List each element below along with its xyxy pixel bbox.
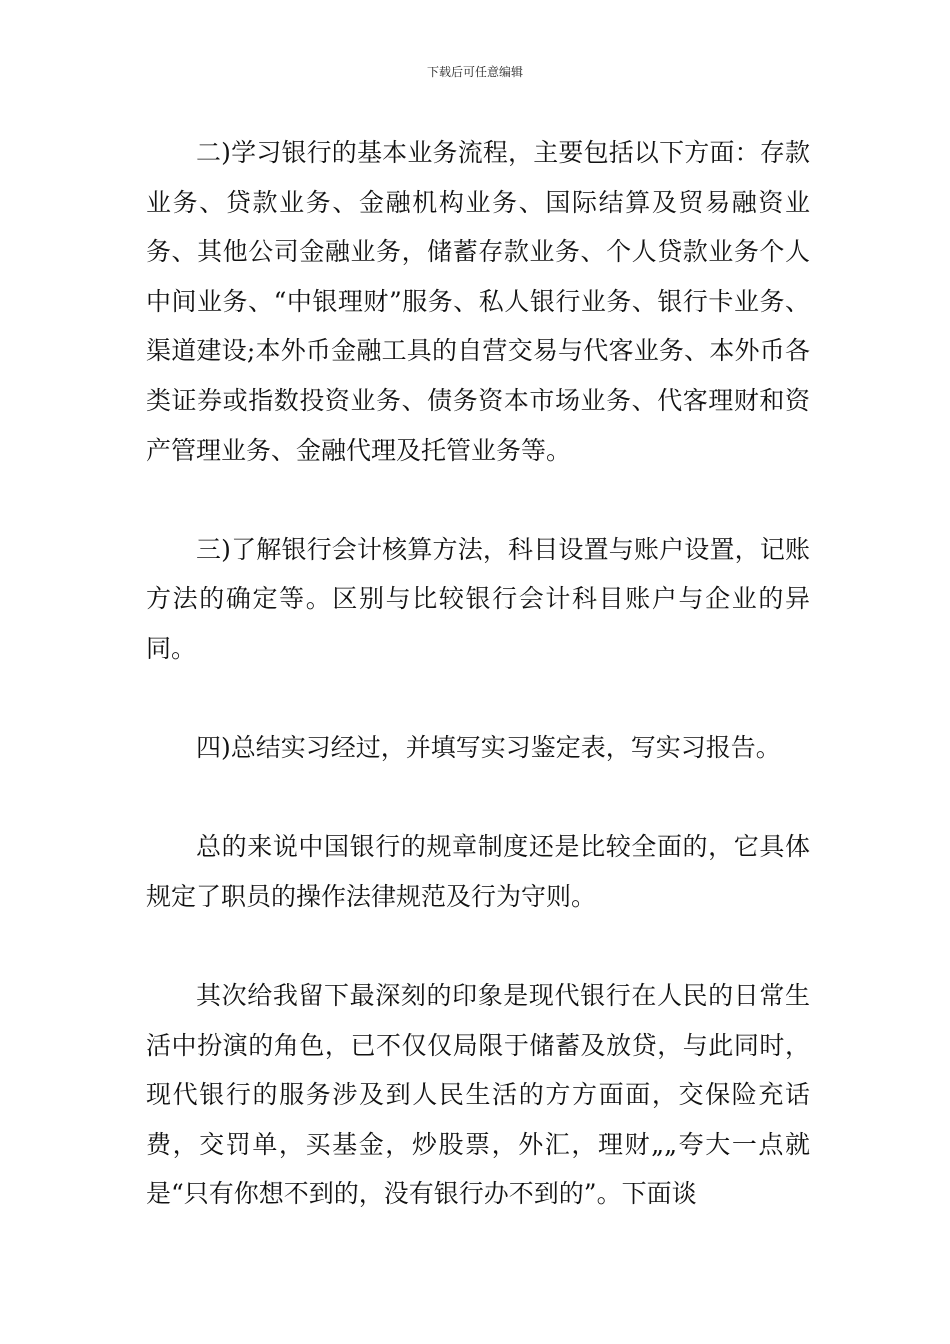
page-header: 下载后可任意编辑	[426, 65, 523, 79]
paragraph-gap	[146, 922, 810, 972]
paragraph-business-process: 二)学习银行的基本业务流程，主要包括以下方面：存款业务、贷款业务、金融机构业务、国际结算及贸易融资业务、其他公司金融业务，储蓄存款业务、个人贷款业务个人中间业务、“中银理财”服务、私人银行业务、银行卡业务、渠道建设;本外币金融工具的自营交易与代客业务、本外币各类证券或指数投资业务、债务资本市场业务、代客理财和资产管理业务、金融代理及托管业务等。	[146, 138, 810, 465]
paragraph-regulations: 总的来说中国银行的规章制度还是比较全面的，它具体规定了职员的操作法律规范及行为守则。	[146, 832, 810, 911]
paragraph-gap	[146, 475, 810, 525]
paragraph-internship-summary: 四)总结实习经过，并填写实习鉴定表，写实习报告。	[196, 733, 781, 763]
document-body	[146, 128, 810, 1219]
paragraph-gap	[146, 674, 810, 724]
paragraph-gap	[146, 773, 810, 823]
paragraph-modern-banking: 其次给我留下最深刻的印象是现代银行在人民的日常生活中扮演的角色，已不仅仅局限于储蓄及放贷，与此同时，现代银行的服务涉及到人民生活的方方面面，交保险充话费，交罚单，买基金，炒股票，外汇，理财„„夸大一点就是“只有你想不到的，没有银行办不到的”。下面谈	[146, 981, 810, 1209]
paragraph-accounting-methods: 三)了解银行会计核算方法，科目设置与账户设置，记账方法的确定等。区别与比较银行会计科目账户与企业的异同。	[146, 534, 810, 663]
